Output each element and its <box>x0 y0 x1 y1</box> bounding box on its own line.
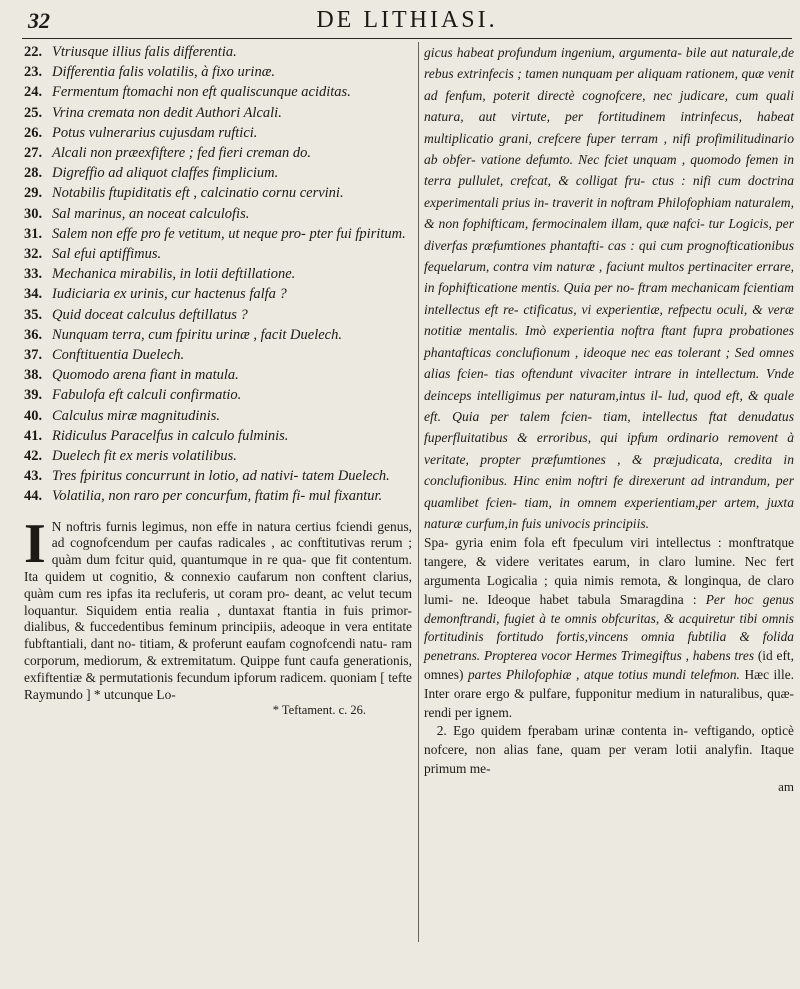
summary-item-number: 36. <box>24 326 43 343</box>
summary-item <box>24 244 412 264</box>
parenthetical: (id eft, omnes) <box>424 648 794 682</box>
summary-item-text: Fabulofa eft calculi confirmatio. <box>52 387 242 404</box>
right-body-text <box>424 534 794 778</box>
summary-item-number: 41. <box>24 427 43 444</box>
summary-item <box>24 123 412 143</box>
left-column <box>24 42 412 718</box>
summary-item-number: 33. <box>24 266 43 283</box>
summary-item-number: 44. <box>24 488 43 505</box>
paragraph-two: 2. Ego quidem fperabam urinæ contenta in- veftigando, opticè nofcere, non alias fane, quam per veram lotii analyfin. Itaque primum me- <box>424 723 794 776</box>
page-header <box>22 4 792 39</box>
summary-item <box>24 143 412 163</box>
spagyria-paragraph: Spa- gyria enim fola eft fpeculum viri intellectus : monftratque tangere, & videre veritates earum, in claro lumine. Nec fert argumenta Logicalia ; quia nimis remota, & longinqua, de claro lumi- ne. Ideoque habet tabula Smaragdina : <box>424 535 794 607</box>
summary-item-text: Nunquam terra, cum fpiritu urinæ , facit Duelech. <box>52 326 342 343</box>
summary-item-text: Quid doceat calculus deftillatus ? <box>52 306 248 323</box>
summary-item <box>24 224 412 244</box>
right-column <box>424 42 794 795</box>
summary-item <box>24 42 412 62</box>
summary-item <box>24 305 412 325</box>
summary-item-number: 39. <box>24 387 43 404</box>
summary-item-number: 43. <box>24 468 43 485</box>
summary-item-number: 26. <box>24 124 43 141</box>
summary-item-text: Iudiciaria ex urinis, cur hactenus falfa ? <box>52 286 287 303</box>
summary-item-number: 31. <box>24 225 43 242</box>
summary-item-text: Digreffio ad aliquot claffes fimplicium. <box>52 165 279 182</box>
summary-item <box>24 345 412 365</box>
summary-item-text: Duelech fit ex meris volatilibus. <box>52 448 237 465</box>
summary-item-number: 25. <box>24 104 43 121</box>
summary-item-number: 37. <box>24 347 43 364</box>
summary-item-number: 32. <box>24 246 43 263</box>
summary-item <box>24 406 412 426</box>
summary-item <box>24 204 412 224</box>
summary-item-number: 38. <box>24 367 43 384</box>
summary-item <box>24 82 412 102</box>
summary-item <box>24 325 412 345</box>
summary-item <box>24 62 412 82</box>
summary-list <box>24 42 412 507</box>
summary-item-text: Mechanica mirabilis, in lotii deftillatione. <box>52 266 296 283</box>
summary-item <box>24 385 412 405</box>
summary-item <box>24 426 412 446</box>
summary-item-text: Calculus miræ magnitudinis. <box>52 407 220 424</box>
summary-item-text: Volatilia, non raro per concurfum, ftatim fi- mul fixantur. <box>52 488 383 505</box>
closing-sentence: Hæc ille. Inter orare ergo & pulfare, fupponitur medium in naturalibus, quæ- rendi per ignem. <box>424 666 794 720</box>
summary-item-number: 27. <box>24 145 43 162</box>
summary-item-text: Conftituentia Duelech. <box>52 347 185 364</box>
summary-item-number: 23. <box>24 64 43 81</box>
drop-capital: I <box>24 512 46 575</box>
summary-item-number: 24. <box>24 84 43 101</box>
left-body-text <box>24 512 412 704</box>
tabula-quote: Per hoc genus demonftrandi, fugiet à te omnis obfcuritas, & acquiretur tibi omnis fortitudinis fortitudo fortis,vincens omnia fubtilia & folida penetrans. Propterea vocor Hermes Trimegiftus , habens tres <box>424 591 795 664</box>
tabula-quote-end: partes Philofophiæ , atque totius mundi telefmon. <box>467 666 740 682</box>
summary-item <box>24 183 412 203</box>
footnote: * Teftament. c. 26. <box>272 703 366 718</box>
summary-item-text: Potus vulnerarius cujusdam ruftici. <box>52 124 258 141</box>
summary-item-number: 35. <box>24 306 43 323</box>
summary-item <box>24 163 412 183</box>
summary-item-number: 22. <box>24 44 43 60</box>
summary-item <box>24 103 412 123</box>
summary-item-text: Sal marinus, an noceat calculofis. <box>52 205 250 222</box>
summary-item-number: 30. <box>24 205 43 222</box>
summary-item <box>24 264 412 284</box>
summary-item <box>24 486 412 506</box>
catchword: am <box>778 778 794 794</box>
summary-item-text: Vrina cremata non dedit Authori Alcali. <box>52 104 282 121</box>
summary-item <box>24 446 412 466</box>
summary-item-text: Notabilis ftupiditatis eft , calcinatio cornu cervini. <box>52 185 344 202</box>
summary-item-number: 28. <box>24 165 43 182</box>
summary-item <box>24 284 412 304</box>
running-title: DE LITHIASI. <box>316 7 498 33</box>
summary-item-text: Differentia falis volatilis, à fixo urinæ. <box>52 64 276 81</box>
summary-item-text: Vtriusque illius falis differentia. <box>52 44 237 60</box>
quoted-italic-passage: gicus habeat profundum ingenium, argumenta- bile aut naturale,de rebus extrinfecis ; tamen nunquam per aliquam rationem, quæ venit ad fenfum, poterit directè cognofcere, nec judicare, cum quali natura, aut virtute, per fortitudinem intrinfecus, habeat multiplicatio grani, crefcere fuper terram , nifi profimilitudinario ab obfer- vatione defumto. Nec fciet unquam , quomodo femen in terra pullulet, crefcat, & colligat fru- ctus : nifi cum doctrina experimentali prius in- traverit in noftram Philofophiam naturalem, & non fophifticam, fermocinalem illam, quæ nafci- tur Logicis, per diverfas præfumtiones phantafti- cas : qui cum prognofticationibus fequelarum, contra vim naturæ , faciunt multos pertinaciter errare, in fophifticatione mentis. Quia per no- ftram mechanicam fcientiam intellectus eft re- ctificatus, vi experientiæ, refpectu oculi, & veræ notitiæ mentalis. Imò experientia noftra ftant fupra probationes phantafticas conclufionum , ideoque nec eas tolerant ; Sed omnes alias fcien- tias oftendunt vivaciter intrare in intellectum. Vnde deinceps intelligimus per naturam,intus il- lud, quod eft, & quale eft. Quia per talem fcien- tiam, intellectus ftat denudatus fuperfluitatibus & erroribus, qui ipfum ordinario removent à veritate, propter præfumtiones , & præjudicata, credita in conclufionibus. Hinc enim noftri fe direxerunt ad intrandum, per quamlibet fcien- tiam, in omnem experientiam,per artem, juxta naturæ curfum,in fuis univocis principiis. <box>424 45 794 531</box>
summary-item <box>24 466 412 486</box>
summary-item-number: 42. <box>24 448 43 465</box>
summary-item-text: Sal efui aptiffimus. <box>52 246 162 263</box>
summary-item-number: 40. <box>24 407 43 424</box>
summary-item-text: Alcali non præexfiftere ; fed fieri creman do. <box>52 145 312 162</box>
summary-item-number: 34. <box>24 286 43 303</box>
summary-item-text: Salem non effe pro fe vetitum, ut neque pro- pter fui fpiritum. <box>52 225 406 242</box>
page-number: 32 <box>28 8 50 33</box>
summary-item <box>24 365 412 385</box>
column-divider <box>418 42 419 942</box>
left-body-paragraph: N noftris furnis legimus, non effe in natura certius fciendi genus, ad cognofcendum per caufas radicales , ac conftitutivas rerum ; quàm dum fcitur quid, quantumque in re qua- que fit contentum. Ita quidem ut cognitio, & connexio caufarum non conftent clarius, quàm cum res ipfas ita recluferis, ut coram pro- deant, ac velut tecum loquantur. Siquidem entia realia , duntaxat ftantia in fuis primor- dialibus, & fuccedentibus feminum principiis, adeoque in vera entitate fubftantiali, dant no- titiam, & proferunt eaufam cognofcendi natu- ram corporum, mediorum, & extremitatum. Quippe funt caufa generationis, exfiftentiæ & permutationis fecundum ipforum radicem. quoniam [ tefte Raymundo ] * utcunque Lo- <box>24 518 412 702</box>
summary-item-text: Fermentum ftomachi non eft qualiscunque aciditas. <box>52 84 351 101</box>
summary-item-number: 29. <box>24 185 43 202</box>
summary-item-text: Ridiculus Paracelfus in calculo fulminis. <box>52 427 289 444</box>
summary-item-text: Tres fpiritus concurrunt in lotio, ad nativi- tatem Duelech. <box>52 468 390 485</box>
summary-item-text: Quomodo arena fiant in matula. <box>52 367 239 384</box>
